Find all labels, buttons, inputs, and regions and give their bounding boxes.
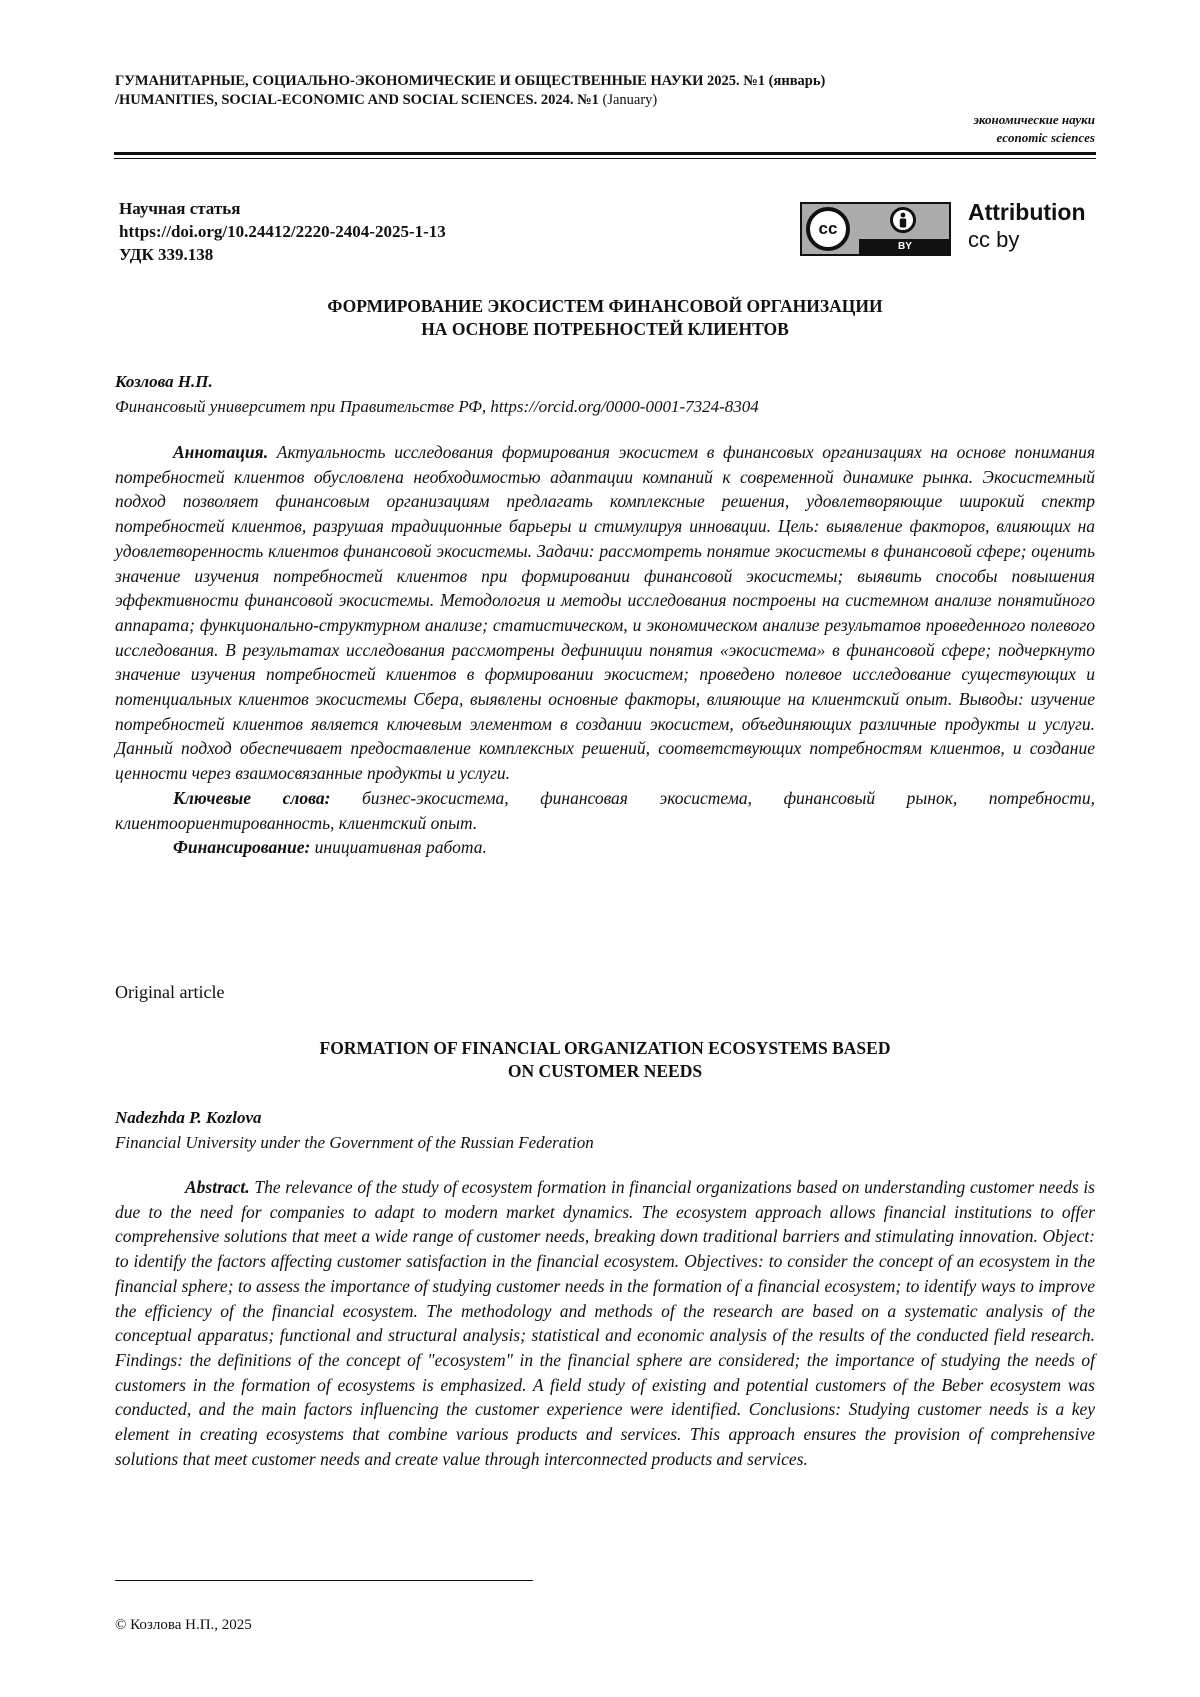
article-meta <box>119 197 446 266</box>
section-tag-ru: экономические науки <box>973 112 1095 127</box>
article-title-en-line1: FORMATION OF FINANCIAL ORGANIZATION ECOSYSTEMS BASED <box>319 1038 891 1058</box>
license-title: Attribution <box>968 199 1086 225</box>
abstract-en <box>115 1175 1095 1471</box>
article-title-ru-line1: ФОРМИРОВАНИЕ ЭКОСИСТЕМ ФИНАНСОВОЙ ОРГАНИЗАЦИИ <box>327 296 883 316</box>
abstract-ru-paragraph <box>115 440 1095 786</box>
journal-header <box>115 72 1095 110</box>
header-rule-thick <box>114 152 1096 155</box>
funding-ru-text: инициативная работа. <box>310 837 487 858</box>
section-tags <box>973 111 1095 147</box>
journal-header-line2 <box>115 91 1095 110</box>
article-title-ru-line2: НА ОСНОВЕ ПОТРЕБНОСТЕЙ КЛИЕНТОВ <box>421 319 789 339</box>
author-name-ru: Козлова Н.П. <box>115 372 213 391</box>
license-subtitle: cc by <box>968 227 1020 252</box>
abstract-en-text: The relevance of the study of ecosystem formation in financial organizations based on understanding customer needs is due to the need for companies to adapt to modern market dynamics. The ecosystem approach allows financial institutions to offer comprehensive solutions that meet a wide range of customer needs, breaking down traditional barriers and stimulating innovation. Object: to identify the factors affecting customer satisfaction in the financial ecosystem. Objectives: to consider the concept of an ecosystem in the financial sphere; to assess the importance of studying customer needs in the formation of a financial ecosystem; to identify ways to improve the efficiency of the financial ecosystem. The methodology and methods of the research are based on a systematic analysis of the conceptual apparatus; functional and structural analysis; statistical and economic analysis of the results of the conducted field research. Findings: the definitions of the concept of "ecosystem" in the financial sphere are considered; the importance of studying the needs of customers in the formation of ecosystems is emphasized. A field study of existing and potential customers of the Beber ecosystem was conducted, and the main factors influencing the customer experience were identified. Conclusions: Studying customer needs is a key element in creating ecosystems that combine various products and services. This approach ensures the provision of comprehensive solutions that meet customer needs and create value through interconnected products and services. <box>115 1177 1095 1469</box>
udk-code: УДК 339.138 <box>119 245 214 264</box>
article-title-ru <box>115 295 1095 341</box>
funding-ru-paragraph <box>115 835 1095 860</box>
footnote-rule <box>115 1580 533 1581</box>
journal-header-line2-rest: (January) <box>598 92 658 108</box>
section-tag-en: economic sciences <box>996 130 1095 145</box>
doi-link[interactable]: https://doi.org/10.24412/2220-2404-2025-1-13 <box>119 222 446 241</box>
abstract-ru <box>115 440 1095 860</box>
by-label: BY <box>859 239 951 254</box>
abstract-ru-text: Актуальность исследования формирования экосистем в финансовых организациях на основе понимания потребностей клиентов обусловлена необходимостью адаптации компаний к современной динамике рынка. Экосистемный подход позволяет финансовым организациям предлагать комплексные решения, удовлетворяющие широкий спектр потребностей клиентов, разрушая традиционные барьеры и стимулируя инновации. Цель: выявление факторов, влияющих на удовлетворенность клиентов финансовой экосистемы. Задачи: рассмотреть понятие экосистемы в финансовой сфере; оценить значение изучения потребностей клиентов при формировании финансовой экосистемы; выявить способы повышения эффективности финансовой экосистемы. Методология и методы исследования построены на системном анализе понятийного аппарата; функционально-структурном анализе; статистическом, и экономическом анализе результатов проведенного полевого исследования. В результатах исследования рассмотрены дефиниции понятия «экосистема» в финансовой сфере; подчеркнуто значение изучения потребностей клиентов в формировании экосистем; проведено полевое исследование существующих и потенциальных клиентов экосистемы Сбера, выявлены основные факторы, влияющие на клиентский опыт. Выводы: изучение потребностей клиентов является ключевым элементом в создании экосистем, объединяющих различные продукты и услуги. Данный подход обеспечивает предоставление комплексных решений, соответствующих потребностям клиентов, и создание ценности через взаимосвязанные продукты и услуги. <box>115 442 1095 784</box>
cc-icon: cc <box>806 207 850 251</box>
abstract-en-paragraph <box>115 1175 1095 1471</box>
article-title-en-line2: ON CUSTOMER NEEDS <box>507 1061 703 1081</box>
author-affiliation-ru: Финансовый университет при Правительстве РФ, https://orcid.org/0000-0001-7324-8304 <box>115 397 759 416</box>
funding-ru-label: Финансирование: <box>173 837 311 858</box>
article-type-en: Original article <box>115 982 225 1002</box>
keywords-ru-label: Ключевые слова: <box>173 787 331 808</box>
author-affiliation-en: Financial University under the Government of the Russian Federation <box>115 1133 594 1152</box>
license-text <box>968 198 1086 254</box>
keywords-ru-text: бизнес-экосистема, финансовая экосистема, финансовый рынок, потребности, клиентоориентированность, клиентский опыт. <box>115 787 1095 833</box>
header-rule-thin <box>114 158 1096 159</box>
copyright-notice: © Козлова Н.П., 2025 <box>115 1617 252 1633</box>
article-type-ru: Научная статья <box>119 199 241 218</box>
abstract-en-label: Abstract. <box>185 1177 250 1197</box>
journal-header-line1: ГУМАНИТАРНЫЕ, СОЦИАЛЬНО-ЭКОНОМИЧЕСКИЕ И ОБЩЕСТВЕННЫЕ НАУКИ 2025. №1 (январь) <box>115 73 826 89</box>
journal-header-line2-bold: /HUMANITIES, SOCIAL-ECONOMIC AND SOCIAL SCIENCES. 2024. №1 <box>115 92 599 108</box>
article-title-en <box>115 1037 1095 1083</box>
keywords-ru-paragraph <box>115 786 1095 835</box>
attribution-person-icon <box>890 207 916 233</box>
author-name-en: Nadezhda P. Kozlova <box>115 1108 262 1127</box>
cc-license-badge[interactable] <box>800 202 951 256</box>
abstract-ru-label: Аннотация. <box>173 442 269 462</box>
